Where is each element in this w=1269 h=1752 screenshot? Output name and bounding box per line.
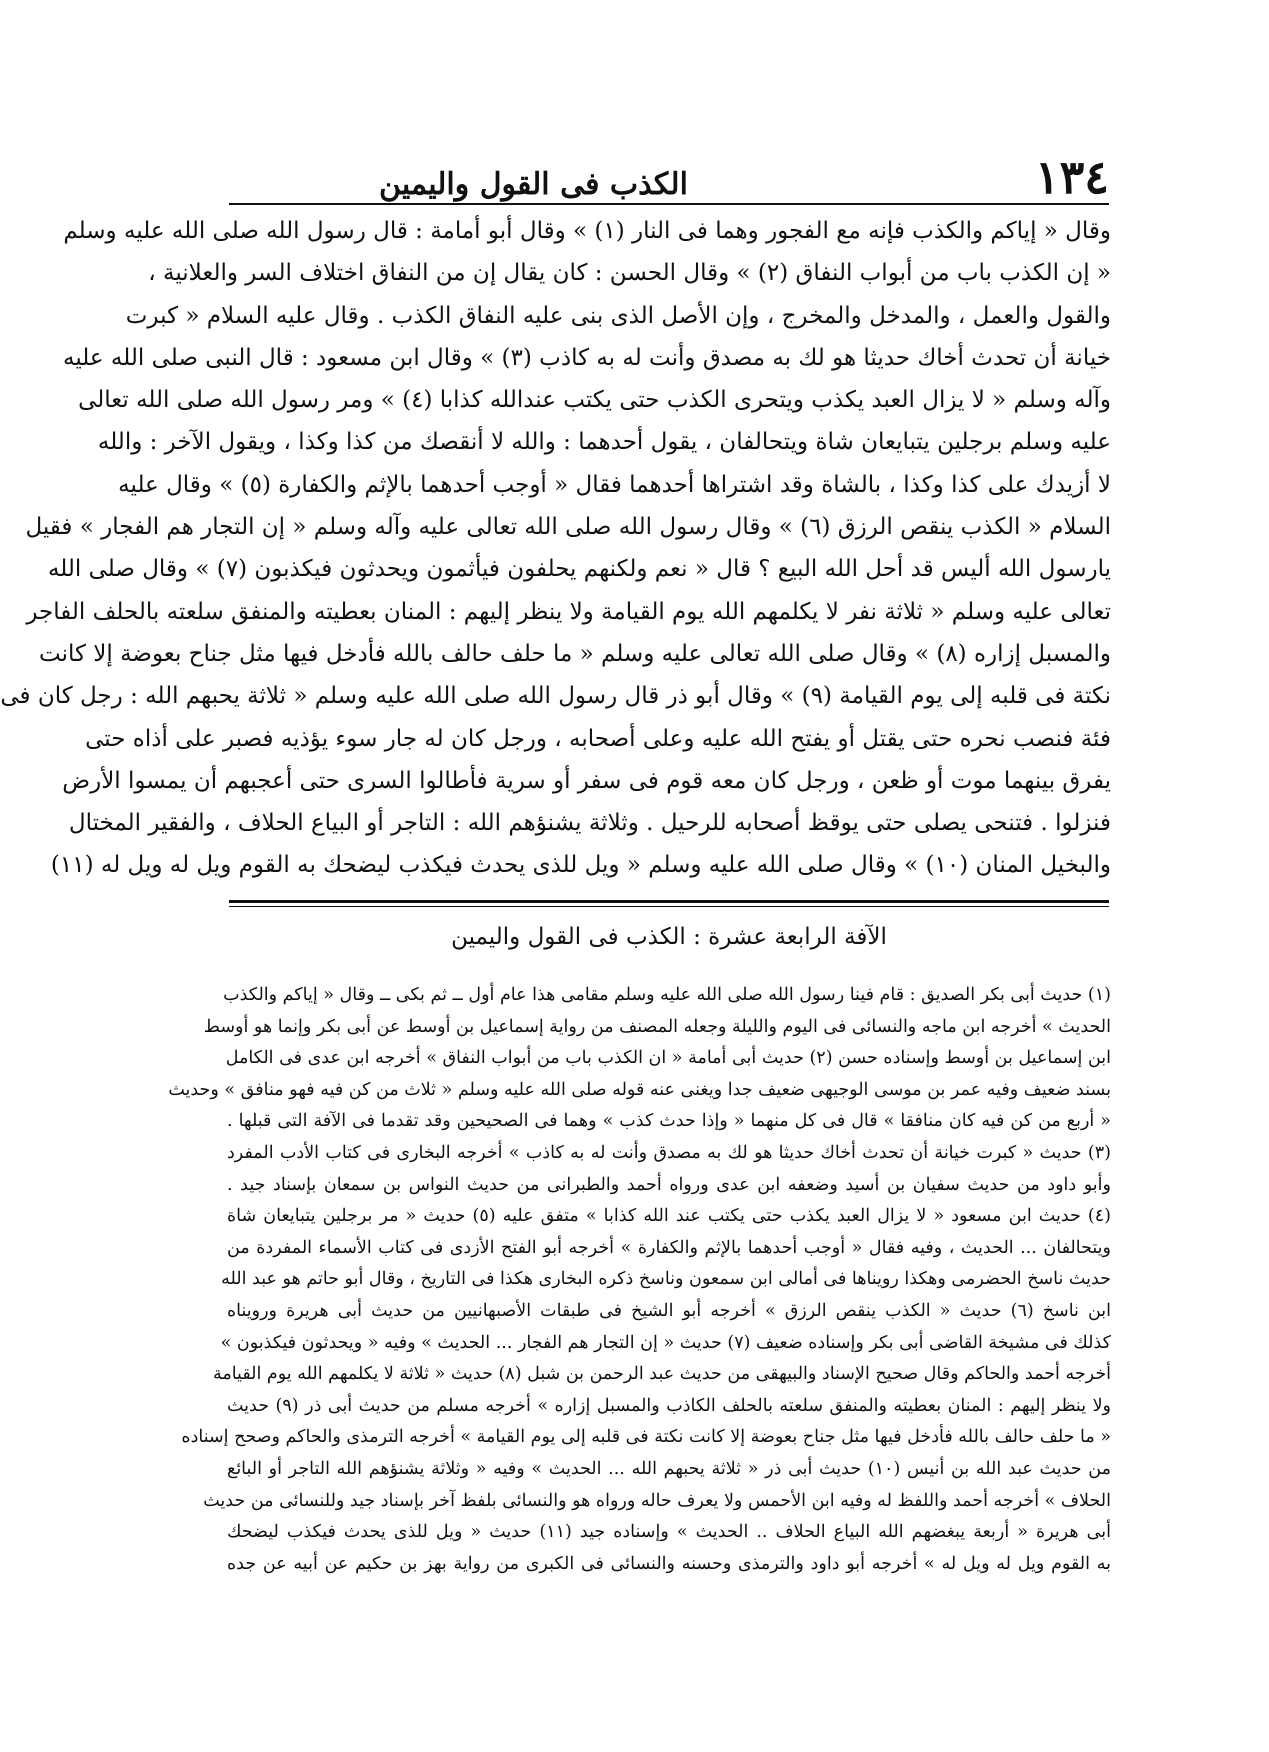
header-rule <box>229 203 1109 205</box>
page-header <box>229 150 1109 204</box>
main-text <box>0 210 1111 887</box>
footnote-divider <box>229 900 1109 905</box>
footnotes-heading: الآفة الرابعة عشرة : الكذب فى القول واليمين <box>451 924 887 950</box>
text-line: فئة فنصب نحره حتى يقتل أو يفتح الله عليه وعلى أصحابه ، ورجل كان له جار سوء يؤذيه فصبر على أذاه حتى <box>85 725 1111 752</box>
footnote-line: (١) حديث أبى بكر الصديق : قام فينا رسول الله صلى الله عليه وسلم مقامى هذا عام أول ــ ثم بكى ــ وقال « إياكم والكذب <box>223 985 1111 1005</box>
footnote-line: الحلاف » أخرجه أحمد واللفظ له وفيه ابن الأحمس ولا يعرف حاله ورواه هو والنسائى بلفظ آخر بإسناد جيد وللنسائى من حديث <box>203 1490 1111 1511</box>
footnote-line: ولا ينظر إليهم : المنان بعطيته والمنفق سلعته بالحلف الكاذب والمسبل إزاره » أخرجه مسلم من حديث أبى ذر (٩) حديث <box>227 1395 1111 1416</box>
text-line: وآله وسلم « لا يزال العبد يكذب ويتحرى الكذب حتى يكتب عندالله كذابا (٤) » ومر رسول الله صلى الله تعالى <box>78 387 1111 414</box>
footnote-line: من حديث عبد الله بن أنيس (١٠) حديث أبى ذر « ثلاثة يحبهم الله ... الحديث » وفيه « وثلاثة يشنؤهم الله التاجر أو البائع <box>227 1458 1111 1479</box>
footnote-line: الحديث » أخرجه ابن ماجه والنسائى فى اليوم والليلة وجعله المصنف من رواية إسماعيل بن أوسط عن أبى بكر وإنما هو أوسط <box>203 1016 1111 1037</box>
footnotes <box>168 980 1112 1580</box>
footnote-line: ويتحالفان ... الحديث ، وفيه فقال « أوجب أحدهما بالإثم والكفارة » أخرجه أبو الفتح الأزدى فى كتاب الأسماء المفردة من <box>227 1237 1111 1258</box>
text-line: نكتة فى قلبه إلى يوم القيامة (٩) » وقال أبو ذر قال رسول الله صلى الله عليه وسلم « ثلاثة يحبهم الله : رجل كان فى <box>0 683 1111 710</box>
text-line: خيانة أن تحدث أخاك حديثا هو لك به مصدق وأنت له به كاذب (٣) » وقال ابن مسعود : قال النبى صلى الله عليه <box>63 344 1111 371</box>
page-number: ١٣٤ <box>1034 150 1109 204</box>
footnote-line: « ما حلف حالف بالله فأدخل فيها مثل جناح بعوضة إلا كانت نكتة فى قلبه إلى يوم القيامة » أخرجه الترمذى والحاكم وصحح إسناده <box>181 1427 1111 1448</box>
footnote-line: ابن ناسخ (٦) حديث « الكذب ينقص الرزق » أخرجه أبو الشيخ فى طبقات الأصبهانيين من حديث أبى هريرة ورويناه <box>227 1300 1112 1321</box>
text-line: والمسبل إزاره (٨) » وقال صلى الله تعالى عليه وسلم « ما حلف حالف بالله فأدخل فيها مثل جناح بعوضة إلا كانت <box>39 640 1111 667</box>
footnote-line: بسند ضعيف وفيه عمر بن موسى الوجيهى ضعيف جدا ويغنى عنه قوله صلى الله عليه وسلم « ثلاث من كن فيه فهو منافق » وحديث <box>168 1079 1111 1100</box>
footnote-line: كذلك فى مشيخة القاضى أبى بكر وإسناده ضعيف (٧) حديث « إن التجار هم الفجار ... الحديث » وفيه « ويحدثون فيكذبون » <box>220 1332 1111 1353</box>
text-line: السلام « الكذب ينقص الرزق (٦) » وقال رسول الله صلى الله تعالى عليه وآله وسلم « إن التجار هم الفجار » فقيل <box>25 514 1111 541</box>
text-line: فنزلوا . فتنحى يصلى حتى يوقظ أصحابه للرحيل . وثلاثة يشنؤهم الله : التاجر أو البياع الحلاف ، والفقير المختال <box>68 810 1111 837</box>
footnote-line: حديث ناسخ الحضرمى وهكذا رويناها فى أمالى ابن سمعون وناسخ ذكره البخارى هكذا فى التاريخ ، وقال أبو حاتم هو عبد الله <box>221 1269 1111 1290</box>
text-line: تعالى عليه وسلم « ثلاثة نفر لا يكلمهم الله يوم القيامة ولا ينظر إليهم : المنان بعطيته والمنفق سلعته بالحلف الفاجر <box>26 598 1111 625</box>
text-line: يفرق بينهما موت أو ظعن ، ورجل كان معه قوم فى سفر أو سرية فأطالوا السرى حتى أعجبهم أن يمسوا الأرض <box>62 767 1111 794</box>
text-line: « إن الكذب باب من أبواب النفاق (٢) » وقال الحسن : كان يقال إن من النفاق اختلاف السر والعلانية ، <box>148 260 1111 287</box>
text-line: والقول والعمل ، والمدخل والمخرج ، وإن الأصل الذى بنى عليه النفاق الكذب . وقال عليه السلام « كبرت <box>125 302 1111 329</box>
text-line: والبخيل المنان (١٠) » وقال صلى الله عليه وسلم « ويل للذى يحدث فيكذب ليضحك به القوم ويل له ويل له (١١) <box>50 852 1111 879</box>
text-line: يارسول الله أليس قد أحل الله البيع ؟ قال « نعم ولكنهم يحلفون فيأثمون ويحدثون فيكذبون (٧) » وقال صلى الله <box>47 556 1111 583</box>
footnote-line: (٤) حديث ابن مسعود « لا يزال العبد يكذب حتى يكتب عند الله كذابا » متفق عليه (٥) حديث « مر برجلين يتبايعان شاة <box>227 1206 1111 1227</box>
running-title: الكذب فى القول واليمين <box>379 167 688 202</box>
text-line: وقال « إياكم والكذب فإنه مع الفجور وهما فى النار (١) » وقال أبو أمامة : قال رسول الله صلى الله عليه وسلم <box>63 218 1111 244</box>
footnote-line: أبى هريرة « أربعة يبغضهم الله البياع الحلاف .. الحديث » وإسناده جيد (١١) حديث « ويل للذى يحدث فيكذب ليضحك <box>227 1522 1111 1543</box>
footnote-line: وأبو داود من حديث سفيان بن أسيد وضعفه ابن عدى ورواه أحمد والطبرانى من حديث النواس بن سمعان بإسناد جيد . <box>227 1174 1111 1195</box>
footnote-line: أخرجه أحمد والحاكم وقال صحيح الإسناد والبيهقى من حديث عبد الرحمن بن شبل (٨) حديث « ثلاثة لا يكلمهم الله يوم القيامة <box>212 1364 1111 1385</box>
text-line: عليه وسلم برجلين يتبايعان شاة ويتحالفان ، يقول أحدهما : والله لا أنقصك من كذا وكذا ، ويقول الآخر : والله <box>97 429 1111 456</box>
footnote-line: « أربع من كن فيه كان منافقا » قال فى كل منهما « وإذا حدث كذب » وهما فى الصحيحين وقد تقدما فى الآفة التى قبلها . <box>227 1111 1111 1132</box>
text-line: لا أزيدك على كذا وكذا ، بالشاة وقد اشتراها أحدهما فقال « أوجب أحدهما بالإثم والكفارة (٥) » وقال عليه <box>118 471 1111 498</box>
footnote-line: ابن إسماعيل بن أوسط وإسناده حسن (٢) حديث أبى أمامة « ان الكذب باب من أبواب النفاق » أخرجه ابن عدى فى الكامل <box>225 1048 1111 1069</box>
footnote-line: به القوم ويل له ويل له » أخرجه أبو داود والترمذى وحسنه والنسائى فى الكبرى من رواية بهز بن حكيم عن أبيه عن جده <box>227 1553 1111 1574</box>
footnote-line: (٣) حديث « كبرت خيانة أن تحدث أخاك حديثا هو لك به مصدق وأنت له به كاذب » أخرجه البخارى فى كتاب الأدب المفرد <box>227 1142 1111 1163</box>
